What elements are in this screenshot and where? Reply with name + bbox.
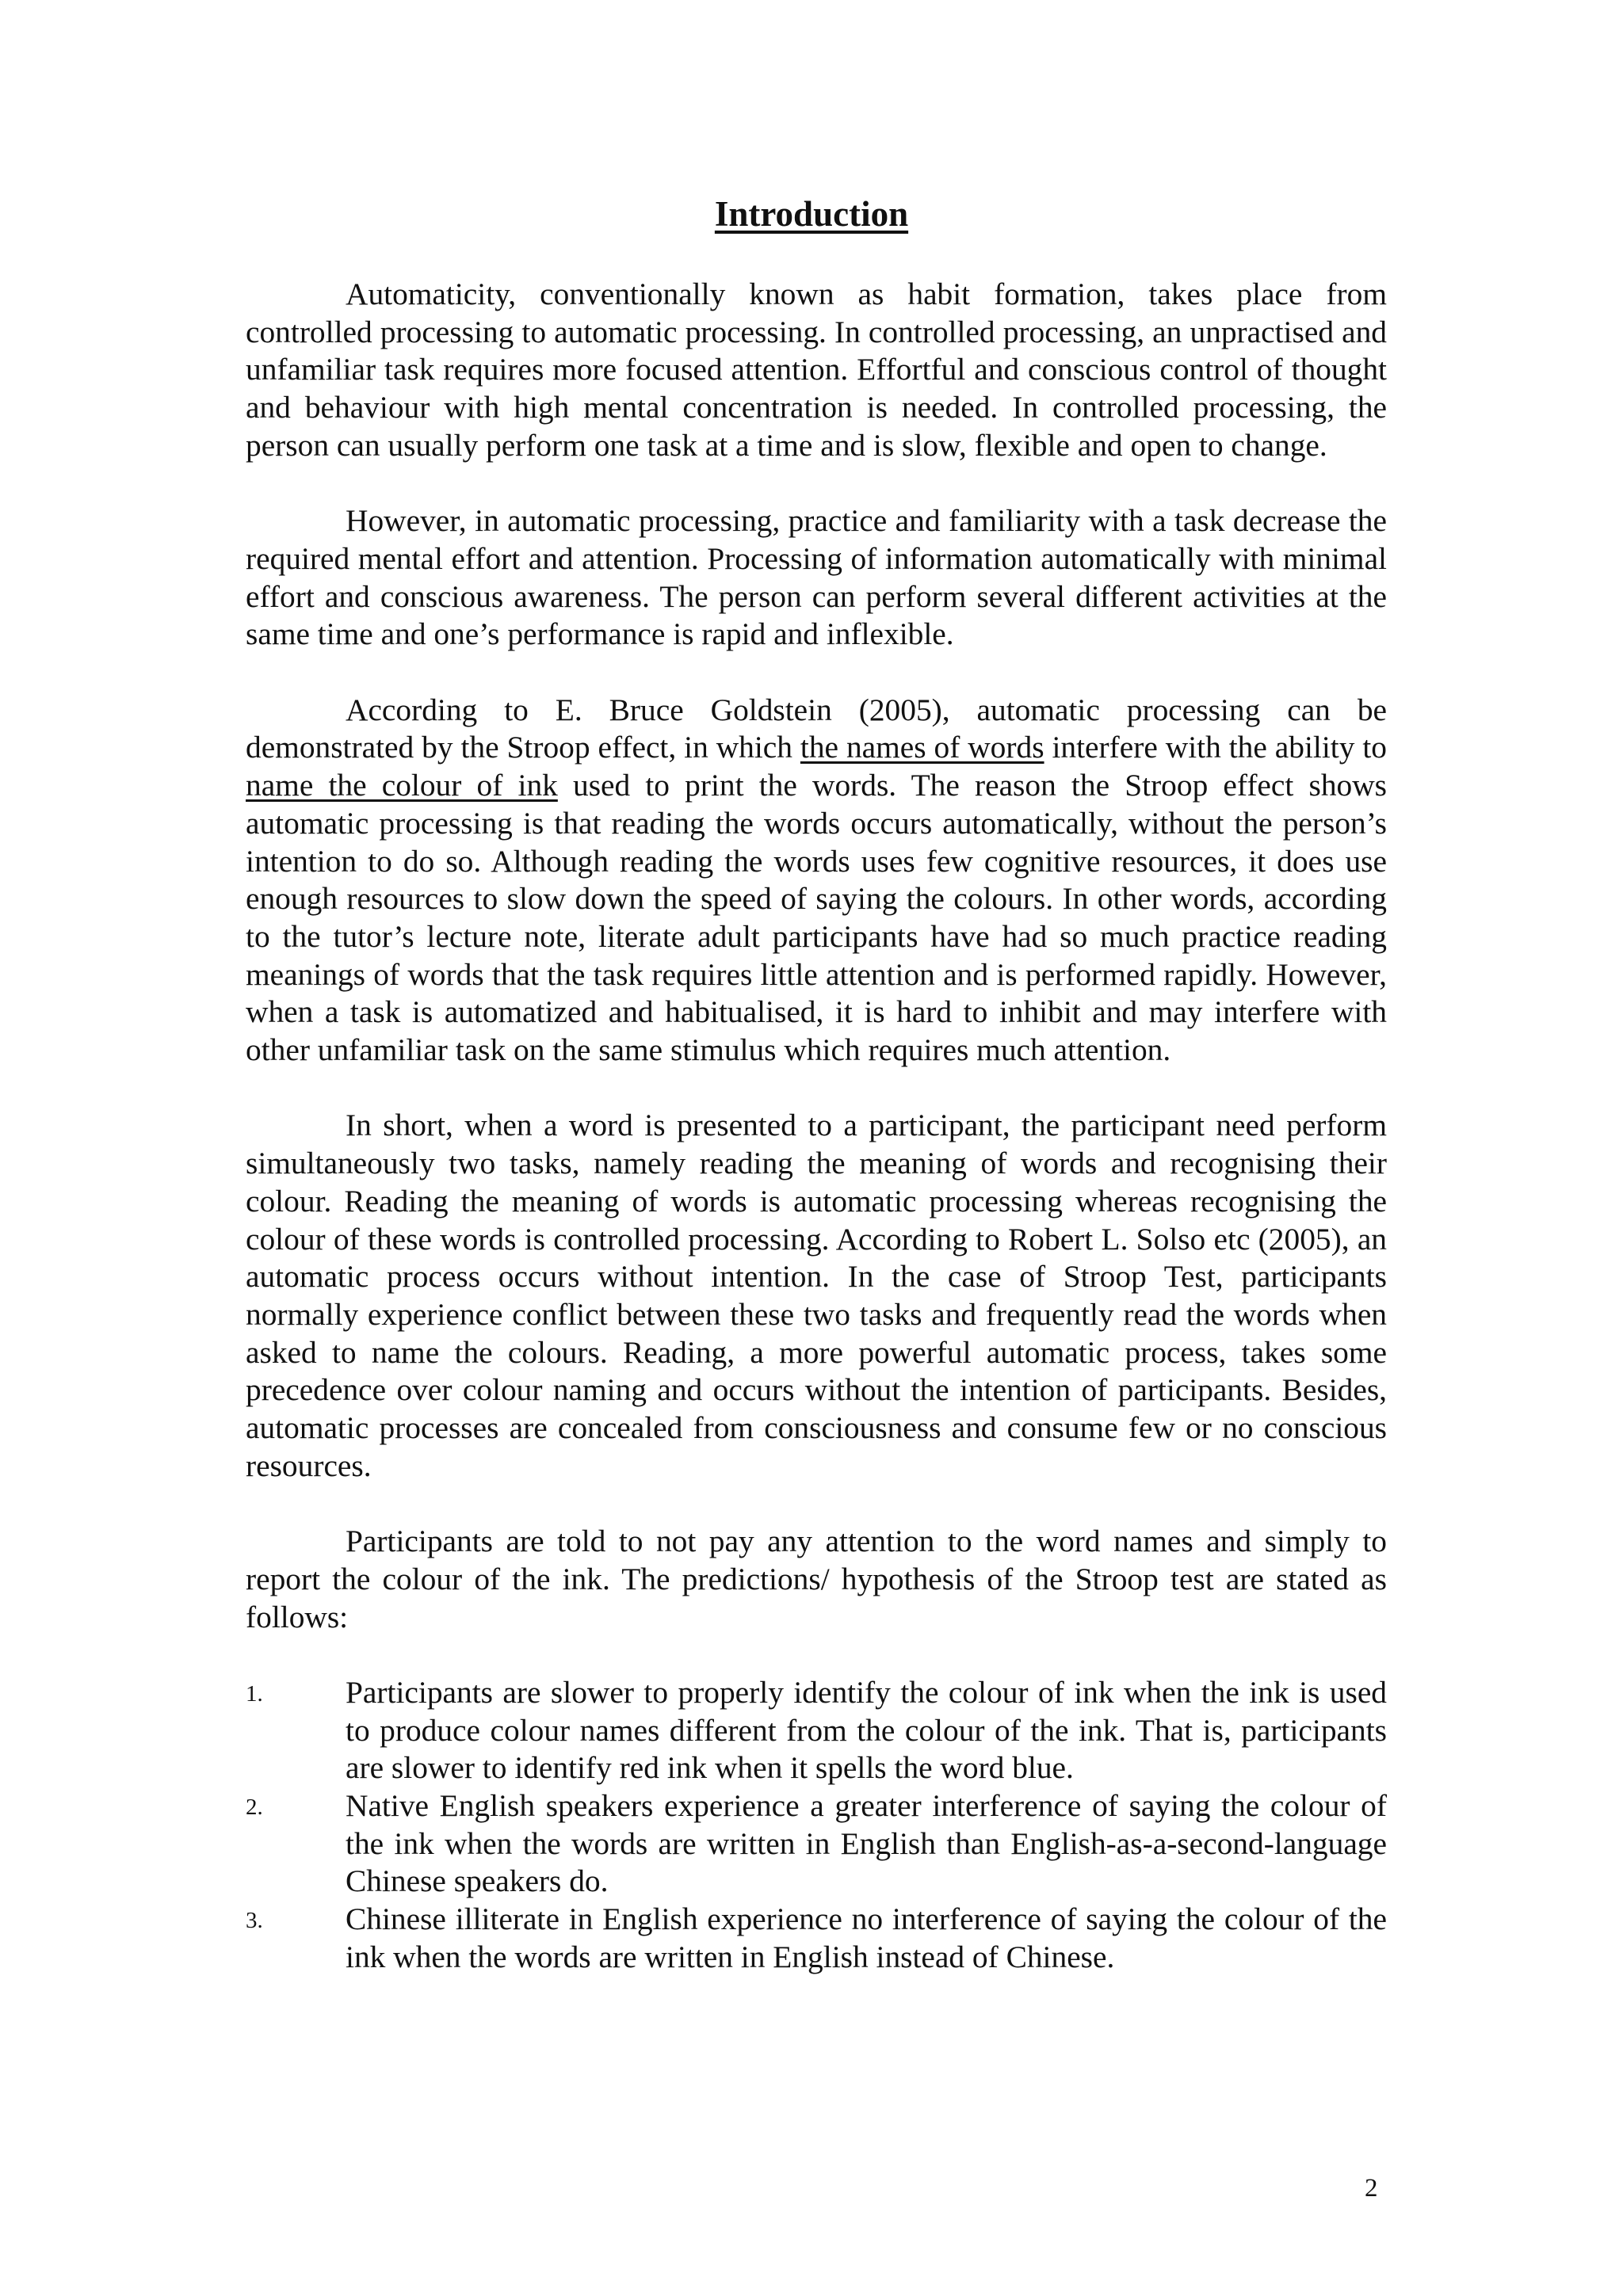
hypothesis-text: Chinese illiterate in English experience no interference of saying the colour of the ink when the words are written in English instead of Chinese. [346,1901,1387,1974]
hypothesis-text: Participants are slower to properly identify the colour of ink when the ink is used to produce colour names different from the colour of the ink. That is, participants are slower to identify red ink when it spells the word blue. [346,1674,1387,1786]
paragraph-text: used to print the words. The reason the Stroop effect shows automatic processing is that reading the words occurs automatically, without the person’s intention to do so. Although reading the words uses few cognitive resources, it does use enough resources to slow down the speed of saying the colours. In other words, according to the tutor’s lecture note, literate adult participants have had so much practice reading meanings of words that the task requires little attention and is performed rapidly. However, when a task is automatized and habitualised, it is hard to inhibit and may interfere with other unfamiliar task on the same stimulus which requires much attention. [246,768,1387,1068]
hypothesis-item [246,1674,1387,1787]
page-number: 2 [1365,2174,1378,2203]
paragraph-text: interfere with the ability to [1044,730,1387,765]
paragraph-text: Automaticity, conventionally known as habit formation, takes place from controlled processing to automatic processing. In controlled processing, an unpractised and unfamiliar task requires more focused attention. Effortful and conscious control of thought and behaviour with high mental concentration is needed. In controlled processing, the person can usually perform one task at a time and is slow, flexible and open to change. [246,277,1387,463]
section-title: Introduction [714,194,909,234]
paragraph-predictions [246,1523,1387,1636]
paragraph-text: Participants are told to not pay any attention to the word names and simply to report the colour of the ink. The predictions/ hypothesis of the Stroop test are stated as follows: [246,1524,1387,1634]
paragraph-automatic-processing [246,502,1387,654]
hypothesis-number: 3. [246,1908,263,1934]
body-text [246,276,1387,1977]
underlined-phrase-colour-of-ink: name the colour of ink [246,768,558,803]
hypothesis-list [246,1674,1387,1977]
hypothesis-item [246,1901,1387,1976]
hypothesis-number: 2. [246,1794,263,1821]
hypothesis-item [246,1787,1387,1901]
paragraph-automaticity [246,276,1387,465]
hypothesis-number: 1. [246,1680,263,1707]
paragraph-text: In short, when a word is presented to a participant, the participant need perform simultaneously two tasks, namely reading the meaning of words and recognising their colour. Reading the meaning of words is automatic processing whereas recognising the colour of these words is controlled processing. According to Robert L. Solso etc (2005), an automatic process occurs without intention. In the case of Stroop Test, participants normally experience conflict between these two tasks and frequently read the words when asked to name the colours. Reading, a more powerful automatic process, takes some precedence over colour naming and occurs without the intention of participants. Besides, automatic processes are concealed from consciousness and consume few or no conscious resources. [246,1108,1387,1483]
hypothesis-text: Native English speakers experience a greater interference of saying the colour of the ink when the words are written in English than English-as-a-second-language Chinese speakers do. [346,1788,1387,1899]
paragraph-text: According to E. Bruce Goldstein (2005), automatic processing can be demonstrated by the Stroop effect, in which [246,692,1387,765]
paragraph-stroop-effect [246,692,1387,1070]
underlined-phrase-names-of-words: the names of words [800,730,1044,765]
paragraph-in-short [246,1107,1387,1485]
paragraph-text: However, in automatic processing, practice and familiarity with a task decrease the required mental effort and attention. Processing of information automatically with minimal effort and conscious awareness. The person can perform several different activities at the same time and one’s performance is rapid and inflexible. [246,503,1387,652]
